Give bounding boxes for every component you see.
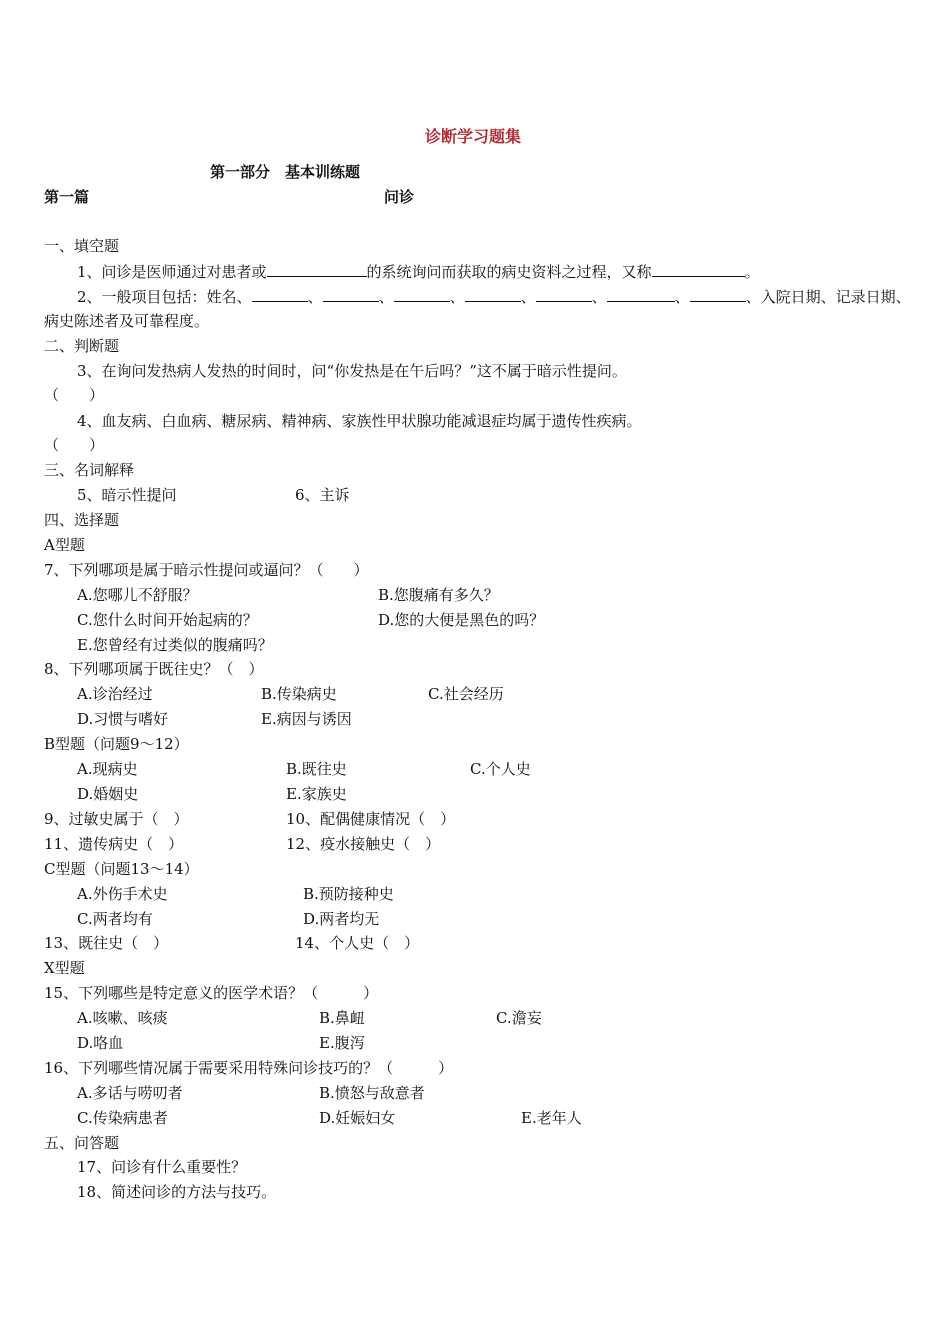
blank (607, 286, 675, 302)
option: D.两者均无 (303, 910, 380, 928)
option: A.诊治经过 (77, 685, 153, 703)
section-qa-heading: 五、问答题 (44, 1134, 120, 1152)
option: A.现病史 (77, 760, 138, 778)
blank (267, 261, 367, 277)
option: A.咳嗽、咳痰 (77, 1009, 168, 1027)
question-17: 17、问诊有什么重要性？ (77, 1158, 247, 1176)
option: D.妊娠妇女 (319, 1109, 396, 1127)
blank (465, 286, 521, 302)
q1-text-a: 1、问诊是医师通过对患者或 (77, 263, 267, 281)
option: B.预防接种史 (303, 885, 394, 903)
doc-title: 诊断学习题集 (425, 127, 522, 146)
option: C.社会经历 (428, 685, 504, 703)
type-b-label: B型题（问题9～12） (44, 735, 189, 753)
question-5: 5、暗示性提问 (77, 486, 177, 504)
q2-text-end: 、入院日期、记录日期、 (745, 288, 911, 306)
separator: 、 (307, 288, 323, 306)
option: A.多话与唠叨者 (77, 1084, 183, 1102)
section-term-heading: 三、名词解释 (44, 461, 135, 479)
option: B.您腹痛有多久？ (378, 586, 499, 604)
separator: 、 (591, 288, 607, 306)
question-2 (77, 286, 911, 307)
chapter-topic: 问诊 (384, 188, 415, 206)
q1-text-b: 的系统询问而获取的病史资料之过程，又称 (366, 263, 652, 281)
separator: 、 (674, 288, 690, 306)
question-4: 4、血友病、白血病、糖尿病、精神病、家族性甲状腺功能减退症均属于遗传性疾病。 (77, 412, 642, 430)
type-x-label: X型题 (44, 959, 85, 977)
question-3: 3、在询问发热病人发热的时间时，问“你发热是在午后吗？”这不属于暗示性提问。 (77, 362, 627, 380)
question-13: 13、既往史（ ） (44, 934, 169, 952)
section-true-false-heading: 二、判断题 (44, 337, 120, 355)
blank (323, 286, 379, 302)
type-c-label: C型题（问题13～14） (44, 860, 199, 878)
option: D.您的大便是黑色的吗？ (378, 611, 545, 629)
q1-text-c: 。 (744, 263, 760, 281)
option: D.习惯与嗜好 (77, 710, 169, 728)
blank (690, 286, 746, 302)
separator: 、 (378, 288, 394, 306)
question-14: 14、个人史（ ） (295, 934, 420, 952)
option: E.家族史 (286, 785, 347, 803)
part-heading: 第一部分 基本训练题 (210, 163, 361, 181)
answer-paren: （ ） (44, 436, 105, 454)
type-a-label: A型题 (44, 536, 85, 554)
option: D.婚姻史 (77, 785, 139, 803)
question-7: 7、下列哪项是属于暗示性提问或逼问？（ ） (44, 561, 369, 579)
blank (394, 286, 450, 302)
blank (252, 286, 308, 302)
separator: 、 (520, 288, 536, 306)
option: B.愤怒与敌意者 (319, 1084, 425, 1102)
answer-paren: （ ） (44, 386, 105, 404)
section-choice-heading: 四、选择题 (44, 511, 120, 529)
option: D.咯血 (77, 1034, 124, 1052)
option: C.澹妄 (496, 1009, 542, 1027)
question-6: 6、主诉 (295, 486, 350, 504)
question-18: 18、简述问诊的方法与技巧。 (77, 1183, 277, 1201)
question-16: 16、下列哪些情况属于需要采用特殊问诊技巧的？（ ） (44, 1059, 454, 1077)
question-9: 9、过敏史属于（ ） (44, 810, 189, 828)
option: E.老年人 (521, 1109, 582, 1127)
separator: 、 (449, 288, 465, 306)
blank (652, 261, 745, 277)
option: A.外伤手术史 (77, 885, 168, 903)
option: C.个人史 (470, 760, 531, 778)
question-2-continued: 病史陈述者及可靠程度。 (44, 312, 210, 330)
option: B.鼻衄 (319, 1009, 365, 1027)
option: C.两者均有 (77, 910, 153, 928)
question-1 (77, 261, 760, 282)
option: E.病因与诱因 (261, 710, 352, 728)
question-10: 10、配偶健康情况（ ） (286, 810, 456, 828)
option: E.腹泻 (319, 1034, 365, 1052)
question-11: 11、遗传病史（ ） (44, 835, 184, 853)
q2-text-a: 2、一般项目包括：姓名、 (77, 288, 252, 306)
blank (536, 286, 592, 302)
chapter-label: 第一篇 (44, 188, 90, 206)
option: B.传染病史 (261, 685, 337, 703)
option: C.您什么时间开始起病的？ (77, 611, 258, 629)
question-15: 15、下列哪些是特定意义的医学术语？（ ） (44, 984, 379, 1002)
question-12: 12、疫水接触史（ ） (286, 835, 441, 853)
option: E.您曾经有过类似的腹痛吗？ (77, 636, 273, 654)
option: B.既往史 (286, 760, 347, 778)
question-8: 8、下列哪项属于既往史？（ ） (44, 660, 264, 678)
option: C.传染病患者 (77, 1109, 168, 1127)
section-fill-blank-heading: 一、填空题 (44, 237, 120, 255)
option: A.您哪儿不舒服？ (77, 586, 198, 604)
